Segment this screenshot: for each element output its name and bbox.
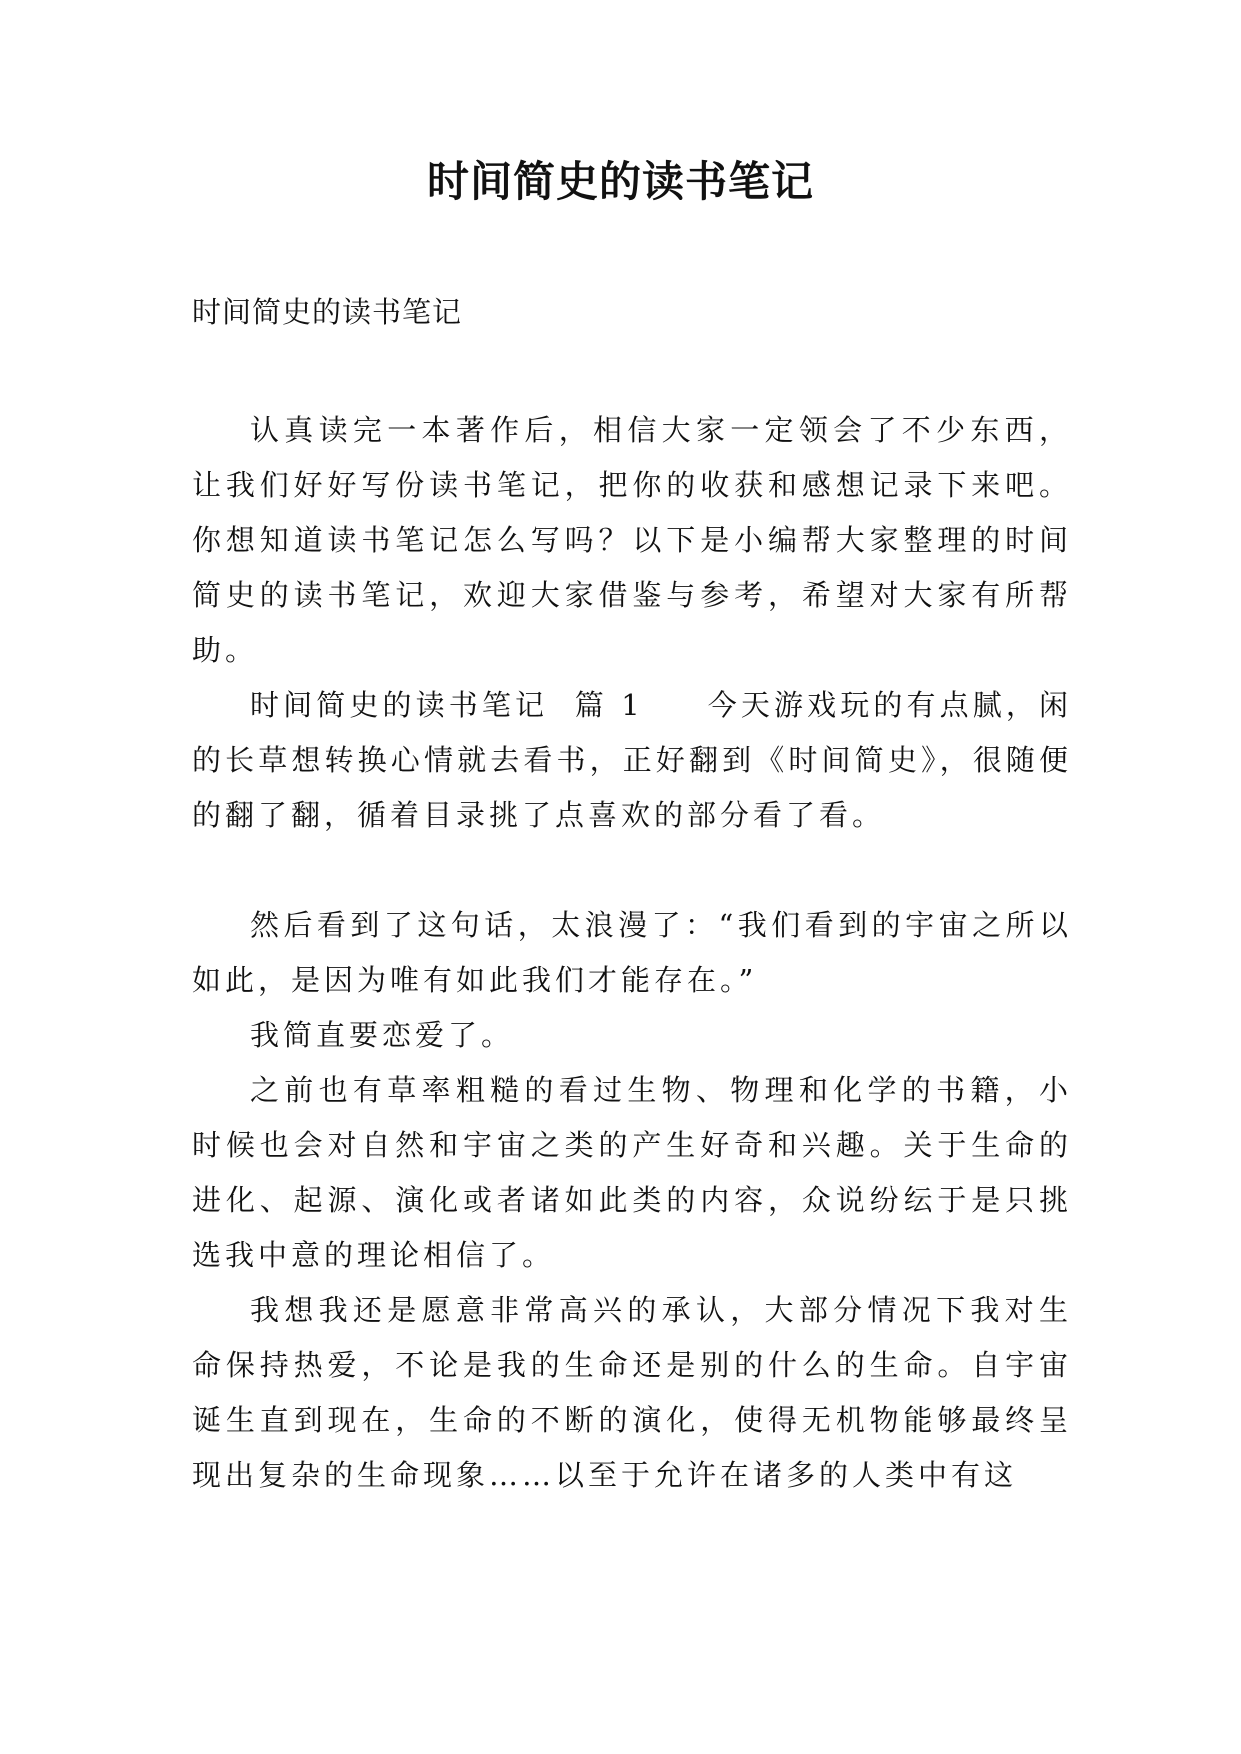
paragraph-love: 我简直要恋爱了。 [250,1018,515,1052]
section-1-text: 今天游戏玩的有点腻，闲的长草想转换心情就去看书，正好翻到《时间简史》，很随便的翻了翻，循着目录挑了点喜欢的部分看了看。 [192,688,1072,832]
paragraph-quote: 然后看到了这句话，太浪漫了：“我们看到的宇宙之所以如此，是因为唯有如此我们才能存在。” [192,908,1072,997]
document-body [192,403,1072,1503]
section-heading: 时间简史的读书笔记 篇 1 [250,688,644,722]
paragraph-life: 我想我还是愿意非常高兴的承认，大部分情况下我对生命保持热爱，不论是我的生命还是别的什么的生命。自宇宙诞生直到现在，生命的不断的演化，使得无机物能够最终呈现出复杂的生命现象……以至于允许在诸多的人类中有这 [192,1293,1072,1492]
document-title: 时间简史的读书笔记 [426,157,814,206]
document-subtitle: 时间简史的读书笔记 [192,295,463,329]
paragraph-section-1 [192,678,1072,843]
paragraph-intro: 认真读完一本著作后，相信大家一定领会了不少东西，让我们好好写份读书笔记，把你的收获和感想记录下来吧。你想知道读书笔记怎么写吗？以下是小编帮大家整理的时间简史的读书笔记，欢迎大家借鉴与参考，希望对大家有所帮助。 [192,413,1072,667]
paragraph-before: 之前也有草率粗糙的看过生物、物理和化学的书籍，小时候也会对自然和宇宙之类的产生好奇和兴趣。关于生命的进化、起源、演化或者诸如此类的内容，众说纷纭于是只挑选我中意的理论相信了。 [192,1073,1072,1272]
